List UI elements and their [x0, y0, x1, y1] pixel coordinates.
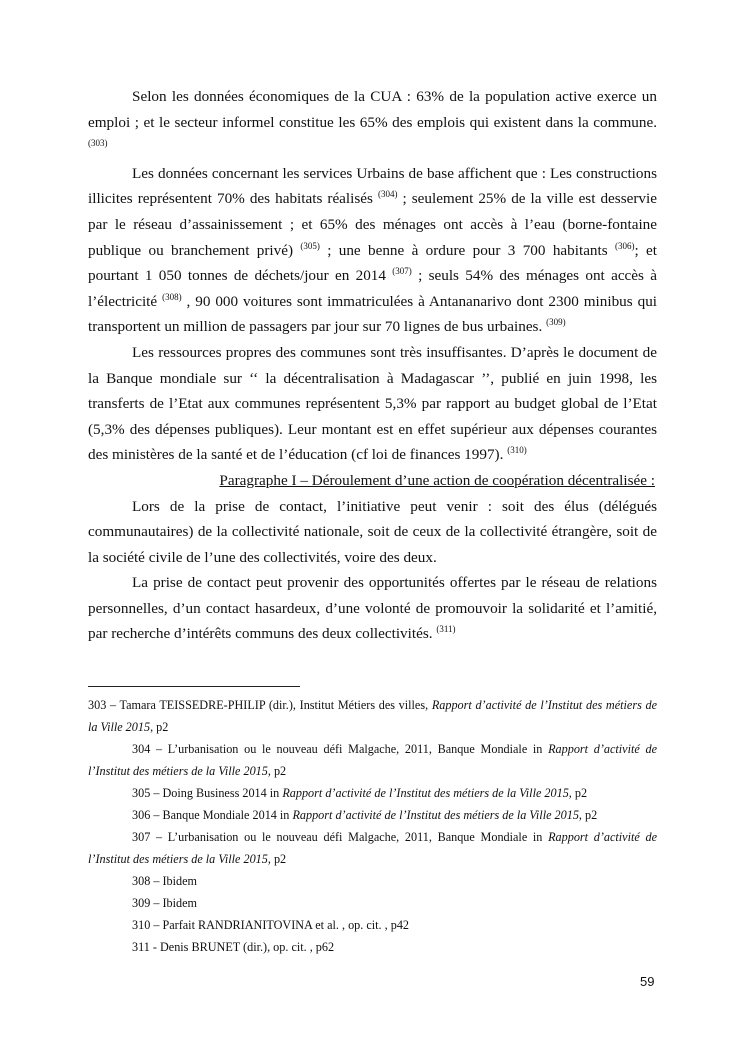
footnote-308: 308 – Ibidem	[132, 874, 197, 888]
footnote-ref-304: (304)	[377, 189, 398, 200]
footnote-separator	[88, 686, 300, 687]
paragraph-2-text: ; et pourtant 1 050 tonnes de déchets/jour en 2014	[88, 241, 658, 285]
footnote-304: 304 – L’urbanisation ou le nouveau défi Malgache, 2011, Banque Mondiale in Rapport d’activité de l’Institut des métiers de la Ville 2015, p2	[88, 742, 657, 778]
paragraph-5	[88, 570, 657, 647]
section-heading: Paragraphe I – Déroulement d’une action de coopération décentralisée :	[219, 471, 655, 489]
footnote-ref-309: (309)	[546, 317, 566, 328]
footnote-ref-307: (307)	[392, 266, 412, 277]
footnote-ref-305: (305)	[300, 240, 320, 251]
footnote-305: 305 – Doing Business 2014 in Rapport d’activité de l’Institut des métiers de la Ville 2015, p2	[132, 786, 588, 800]
footnote-309: 309 – Ibidem	[132, 896, 197, 910]
paragraph-2-text: , 90 000 voitures sont immatriculées à Antananarivo dont 2300 minibus qui transportent un million de passagers par jour sur 70 lignes de bus urbaines.	[88, 292, 658, 336]
footnote-ref-308: (308)	[162, 291, 182, 302]
paragraph-4-text: Lors de la prise de contact, l’initiative peut venir : soit des élus (délégués communautaires) de la collectivité nationale, soit de ceux de la collectivité étrangère, soit de la société civile de l’une des collectivités, voire des deux.	[88, 497, 657, 566]
paragraph-3	[88, 340, 657, 468]
paragraph-2	[88, 161, 657, 340]
paragraph-4	[88, 494, 657, 571]
footnote-ref-303: (303)	[88, 138, 108, 149]
paragraph-2-text: ; seuls 54% des ménages ont accès à l’électricité	[88, 267, 657, 310]
footnote-311: 311 - Denis BRUNET (dir.), op. cit. , p62	[132, 940, 335, 954]
footnote-ref-311: (311)	[436, 624, 456, 635]
paragraph-2-text: Les données concernant les services Urbains de base affichent que : Les constructions illicites représentent 70% des habitats réalisés	[88, 164, 657, 208]
footnote-303: 303 – Tamara TEISSEDRE-PHILIP (dir.), Institut Métiers des villes, Rapport d’activité de l’Institut des métiers de la Ville 2015, p2	[88, 698, 657, 734]
footnote-310: 310 – Parfait RANDRIANITOVINA et al. , op. cit. , p42	[132, 918, 410, 932]
paragraph-2-text: ; seulement 25% de la ville est desservie par le réseau d’assainissement ; et 65% des ménages ont accès à l’eau (borne-fontaine publique ou branchement privé)	[88, 190, 657, 259]
footnote-306: 306 – Banque Mondiale 2014 in Rapport d’activité de l’Institut des métiers de la Ville 2015, p2	[132, 808, 598, 822]
paragraph-3-text: Les ressources propres des communes sont très insuffisantes. D’après le document de la Banque mondiale sur ‘‘ la décentralisation à Madagascar ’’, publié en juin 1998, les transferts de l’Etat aux communes représentent 5,3% par rapport au budget global de l’Etat (5,3% des dépenses publiques). Leur montant est en effet supérieur aux dépenses courantes des ministères de la santé et de l’éducation (cf loi de finances 1997).	[88, 343, 657, 464]
paragraph-5-text: La prise de contact peut provenir des opportunités offertes par le réseau de relations personnelles, d’un contact hasardeux, d’une volonté de promouvoir la solidarité et l’amitié, par recherche d’intérêts communs des deux collectivités.	[88, 574, 657, 643]
paragraph-1-text: Selon les données économiques de la CUA : 63% de la population active exerce un emploi ; et le secteur informel constitue les 65% des emplois qui existent dans la commune.	[88, 88, 657, 131]
footnote-ref-310: (310)	[507, 445, 527, 456]
footnotes	[88, 694, 657, 958]
footnote-ref-306: (306)	[615, 240, 635, 251]
footnote-307: 307 – L’urbanisation ou le nouveau défi Malgache, 2011, Banque Mondiale in Rapport d’activité de l’Institut des métiers de la Ville 2015, p2	[88, 830, 657, 866]
paragraph-2-text: ; une benne à ordure pour 3 700 habitants	[319, 241, 615, 259]
paragraph-1	[88, 84, 657, 161]
main-text	[88, 84, 657, 647]
page-number: 59	[640, 974, 655, 989]
